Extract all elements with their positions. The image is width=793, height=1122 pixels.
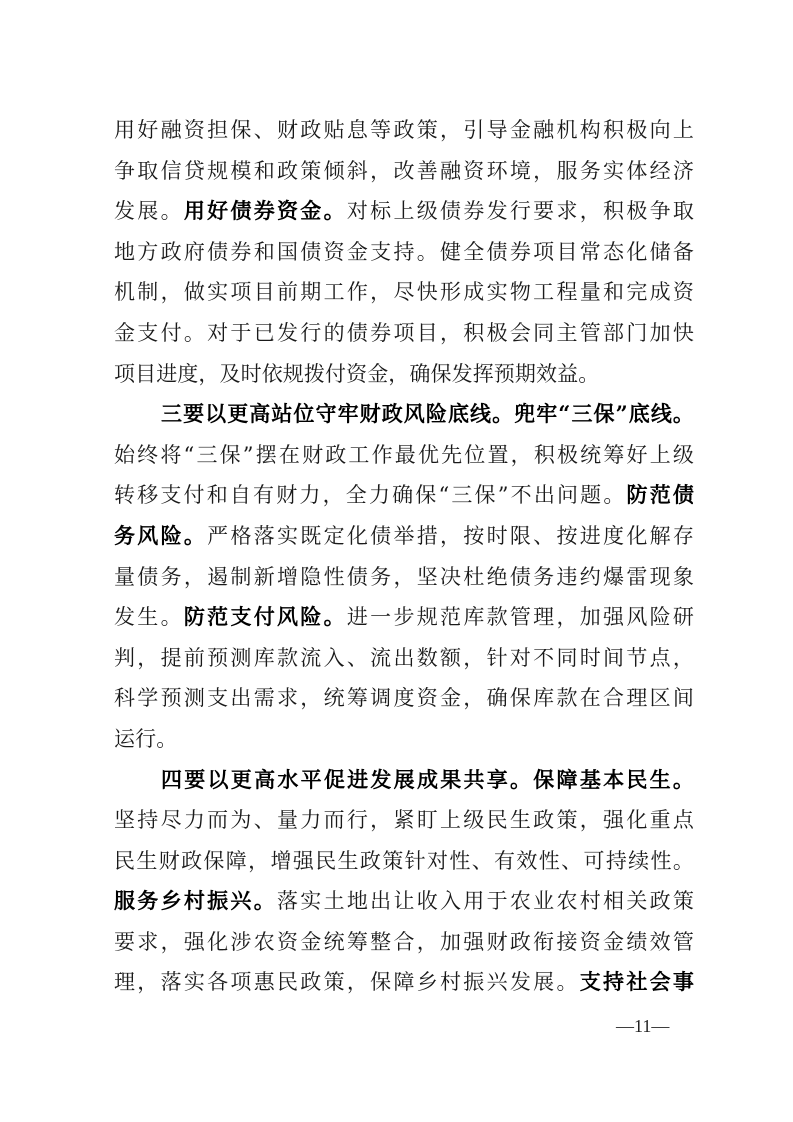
text-line — [114, 881, 694, 922]
text-run: 发生。 — [114, 605, 184, 630]
text-line — [114, 516, 694, 557]
text-line — [114, 354, 694, 395]
text-run: 始终将“三保”摆在财政工作最优先位置，积极统筹好上级 — [114, 442, 694, 467]
text-run: 对标上级债券发行要求，积极争取 — [346, 199, 695, 224]
text-run: 落实土地出让收入用于农业农村相关政策 — [277, 889, 694, 914]
text-line — [114, 191, 694, 232]
text-line — [114, 110, 694, 151]
text-run: 机制，做实项目前期工作，尽快形成实物工程量和完成资 — [114, 280, 694, 305]
bold-phrase: 三要以更高站位守牢财政风险底线。兜牢“三保”底线。 — [161, 401, 694, 427]
text-run: 量债务，遏制新增隐性债务，坚决杜绝债务违约爆雷现象 — [114, 564, 694, 589]
text-run: 理，落实各项惠民政策，保障乡村振兴发展。 — [114, 970, 580, 995]
body-text — [114, 110, 694, 1003]
section-heading-line — [114, 760, 694, 801]
text-line — [114, 638, 694, 679]
bold-phrase: 用好债券资金。 — [183, 198, 347, 224]
text-line — [114, 678, 694, 719]
bold-phrase: 防范债 — [626, 482, 694, 508]
text-line — [114, 841, 694, 882]
text-line — [114, 435, 694, 476]
text-run: 地方政府债券和国债资金支持。健全债券项目常态化储备 — [114, 239, 694, 264]
bold-phrase: 服务乡村振兴。 — [114, 888, 278, 914]
text-line — [114, 719, 694, 760]
text-line — [114, 475, 694, 516]
text-run: 金支付。对于已发行的债券项目，积极会同主管部门加快 — [114, 320, 694, 345]
text-run: 运行。 — [114, 726, 178, 751]
bold-phrase: 支持社会事 — [579, 969, 694, 995]
text-line — [114, 922, 694, 963]
text-run: 判，提前预测库款流入、流出数额，针对不同时间节点， — [114, 645, 694, 670]
page-number: —11— — [616, 1016, 670, 1036]
text-run: 争取信贷规模和政策倾斜，改善融资环境，服务实体经济 — [114, 158, 694, 183]
text-run: 项目进度，及时依规拨付资金，确保发挥预期效益。 — [114, 361, 600, 386]
text-run: 民生财政保障，增强民生政策针对性、有效性、可持续性。 — [114, 848, 694, 873]
text-line — [114, 557, 694, 598]
text-line — [114, 800, 694, 841]
text-line — [114, 313, 694, 354]
text-run: 严格落实既定化债举措，按时限、按进度化解存 — [207, 523, 694, 548]
text-run: 用好融资担保、财政贴息等政策，引导金融机构积极向上 — [114, 118, 694, 142]
bold-phrase: 四要以更高水平促进发展成果共享。保障基本民生。 — [161, 766, 694, 792]
section-heading-line — [114, 394, 694, 435]
text-line — [114, 597, 694, 638]
text-run: 坚持尽力而为、量力而行，紧盯上级民生政策，强化重点 — [114, 808, 694, 833]
text-run: 进一步规范库款管理，加强风险研 — [346, 605, 695, 630]
bold-phrase: 防范支付风险。 — [183, 604, 347, 630]
text-line — [114, 151, 694, 192]
text-run: 转移支付和自有财力，全力确保“三保”不出问题。 — [114, 483, 627, 508]
text-line — [114, 962, 694, 1003]
text-run: 科学预测支出需求，统筹调度资金，确保库款在合理区间 — [114, 686, 694, 711]
text-run: 要求，强化涉农资金统筹整合，加强财政衔接资金绩效管 — [114, 929, 694, 954]
bold-phrase: 务风险。 — [114, 522, 208, 548]
text-run: 发展。 — [114, 199, 184, 224]
text-line — [114, 272, 694, 313]
text-line — [114, 232, 694, 273]
